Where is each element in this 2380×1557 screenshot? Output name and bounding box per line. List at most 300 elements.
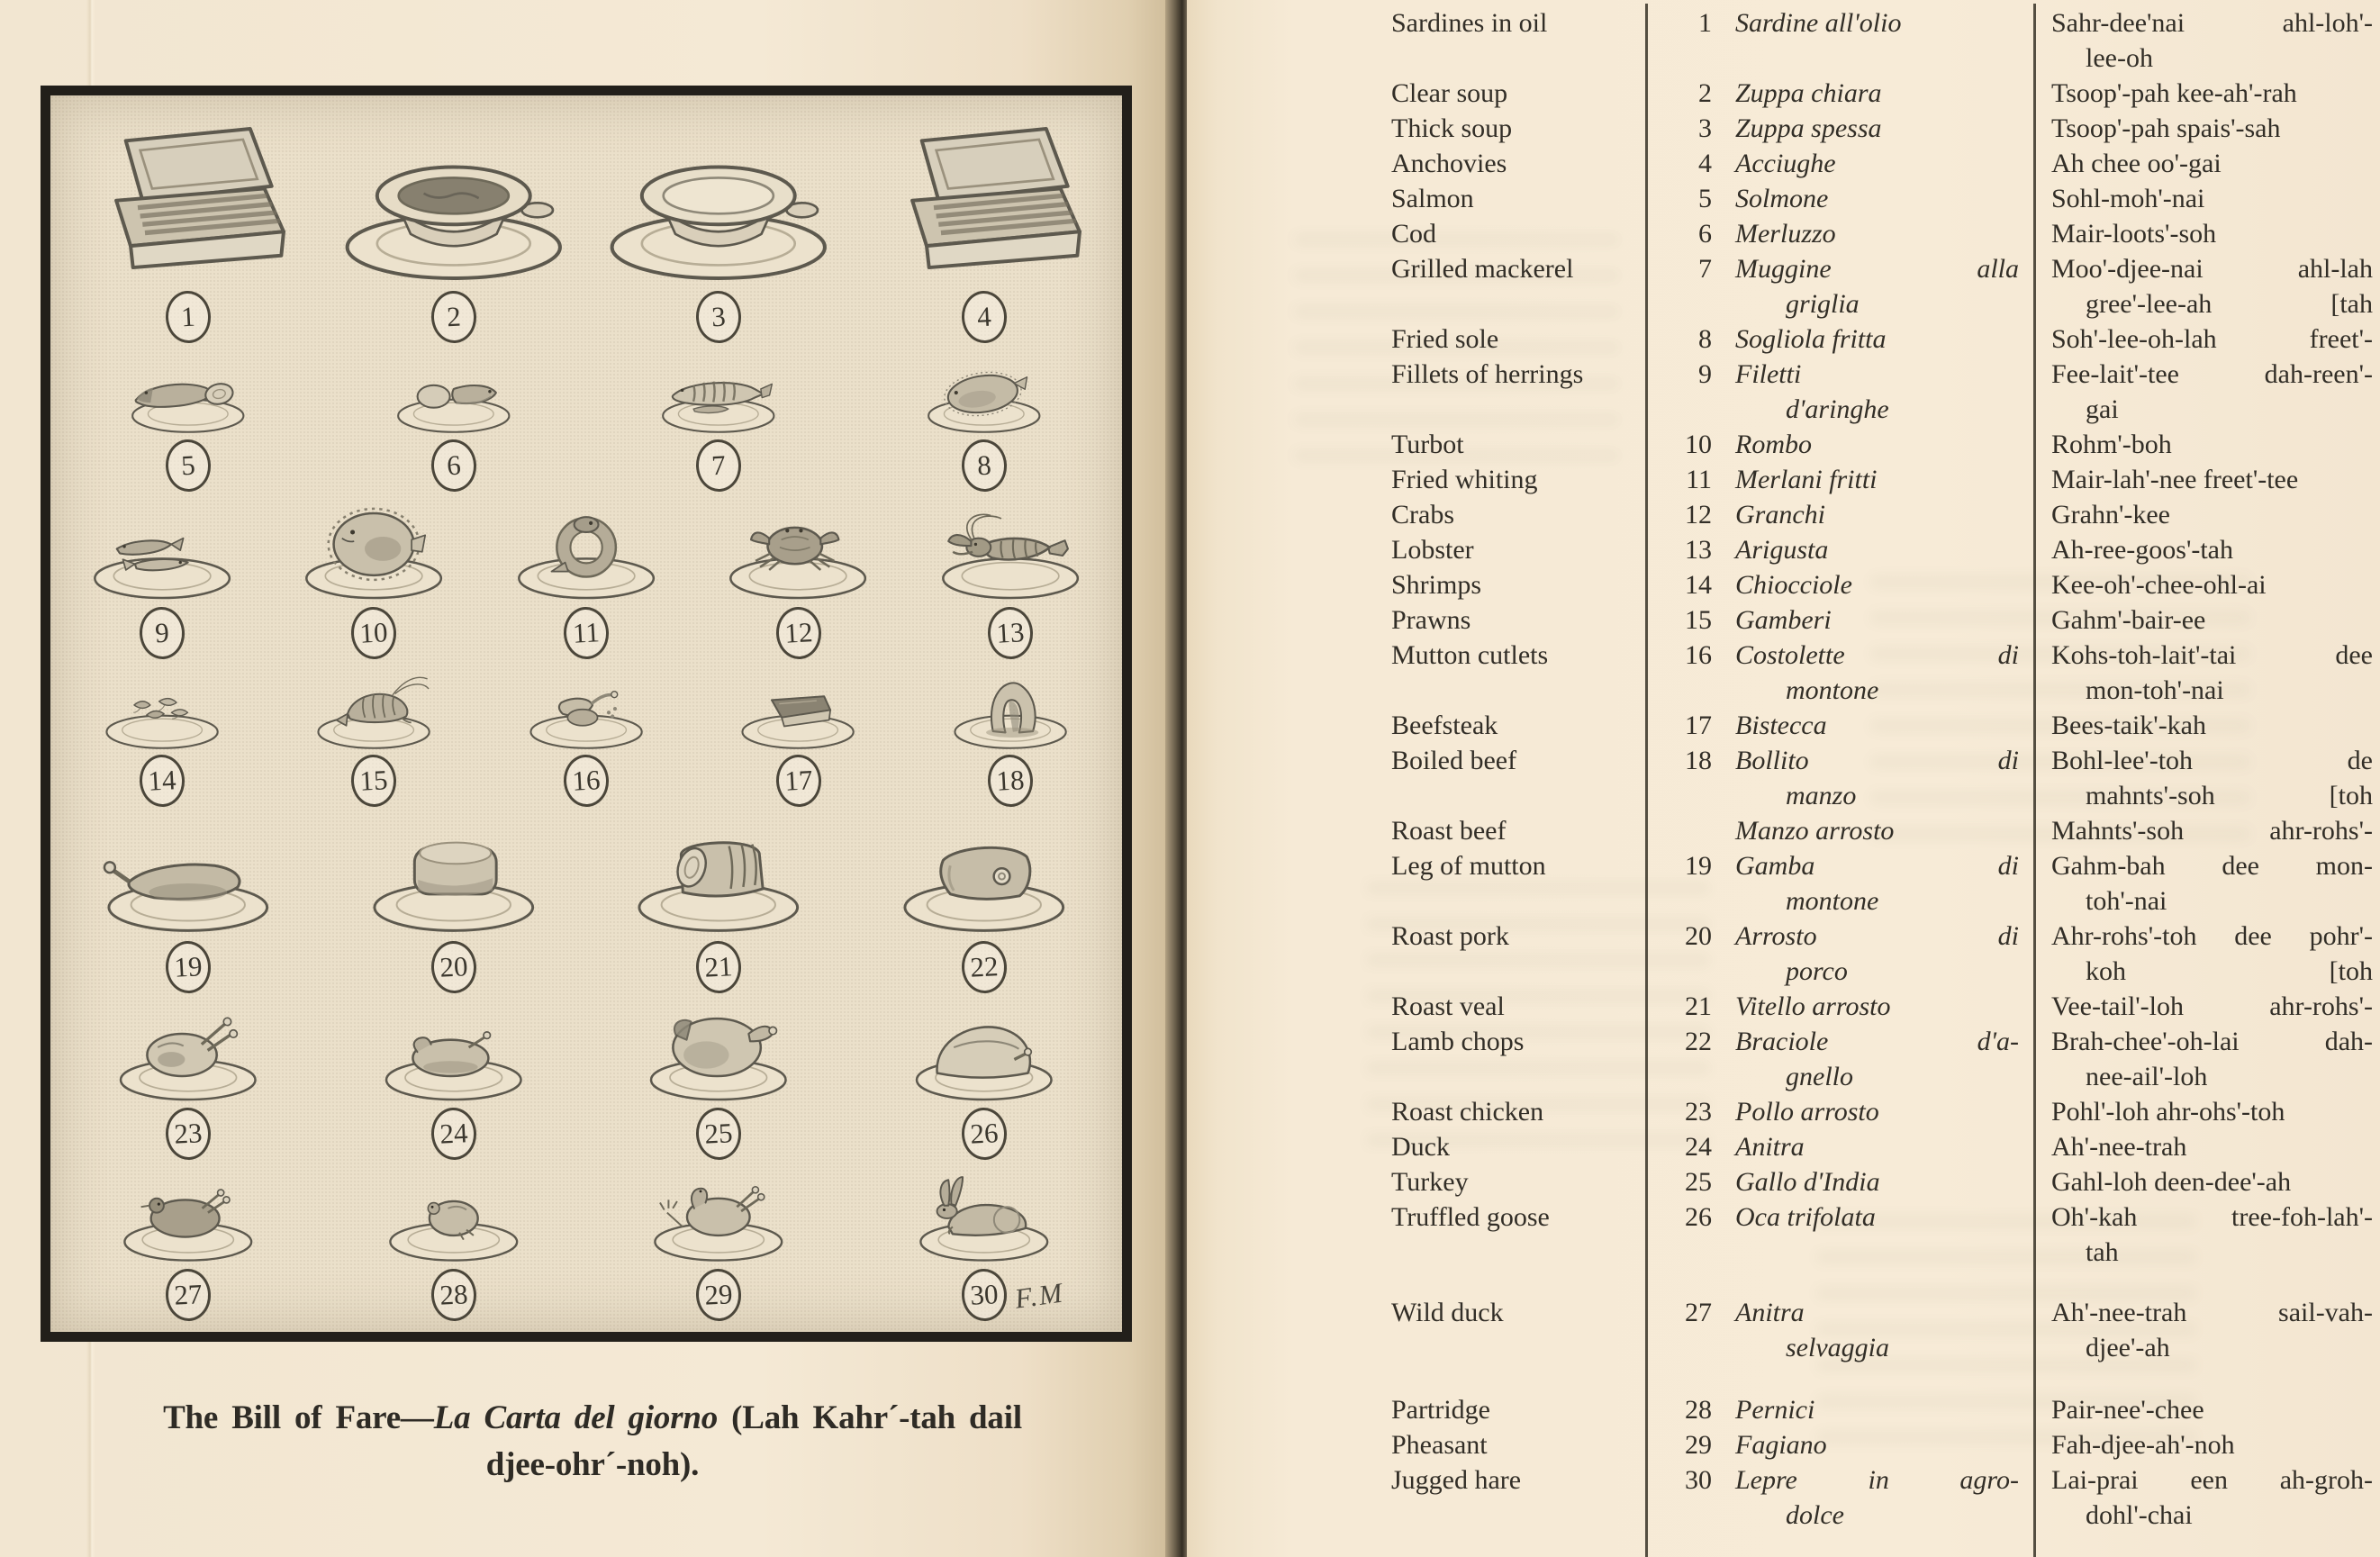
english-name: [1391, 1498, 1645, 1533]
dish-item: [904, 499, 1117, 666]
item-number-badge: 24: [430, 1107, 477, 1162]
item-number: [1645, 1059, 1735, 1094]
item-number: 22: [1685, 1027, 1712, 1056]
pronunciation: Tsoop'-pah spais'-sah: [2051, 113, 2281, 143]
english-name: Roast chicken: [1391, 1097, 1544, 1127]
english-name: Partridge: [1391, 1395, 1490, 1425]
illustration-row: [56, 1167, 1117, 1328]
italian-name: Merluzzo: [1735, 219, 1836, 249]
dish-item: [692, 666, 905, 815]
left-page: [0, 0, 1187, 1557]
cod-sketch: [334, 350, 574, 438]
table-line: [1391, 602, 2380, 638]
pronunciation: gai: [2086, 394, 2119, 424]
table-line: [1391, 1024, 2380, 1059]
item-number: 26: [1685, 1202, 1712, 1232]
boiled-beef-sketch: [916, 666, 1105, 754]
item-number-badge: 22: [960, 939, 1008, 994]
english-name: Lobster: [1391, 535, 1474, 565]
english-name: Roast veal: [1391, 991, 1505, 1021]
dish-item: [56, 350, 321, 499]
dish-item: [852, 350, 1118, 499]
item-number: [1645, 813, 1735, 848]
item-number: 3: [1698, 113, 1712, 143]
english-name: Cod: [1391, 219, 1437, 249]
table-line: [1391, 532, 2380, 567]
item-number-badge: 14: [138, 754, 186, 809]
table-line: [1391, 286, 2380, 321]
table-line: [1391, 813, 2380, 848]
english-name: Grilled mackerel: [1391, 254, 1574, 284]
item-number: 2: [1698, 78, 1712, 108]
pronunciation: Vee-tail'-loh ahr-rohs'-: [2051, 991, 2373, 1021]
item-number: 20: [1685, 921, 1712, 951]
shrimps-sketch: [68, 666, 257, 754]
italian-name: Pernici: [1735, 1395, 1815, 1425]
item-number: [1645, 883, 1735, 919]
pronunciation: Ah chee oo'-gai: [2051, 149, 2222, 178]
pronunciation: Tsoop'-pah kee-ah'-rah: [2051, 78, 2297, 108]
english-name: [1391, 954, 1645, 989]
pronunciation: mon-toh'-nai: [2086, 675, 2224, 705]
table-line: [1391, 954, 2380, 989]
item-number: 9: [1698, 359, 1712, 389]
pronunciation: Fah-djee-ah'-noh: [2051, 1430, 2235, 1460]
italian-name: Pollo arrosto: [1735, 1097, 1879, 1127]
table-line: [1391, 76, 2380, 111]
jugged-hare-sketch: [864, 1167, 1104, 1267]
dish-item: [321, 1000, 587, 1168]
item-number-badge: 23: [165, 1107, 213, 1162]
english-name: [1391, 1330, 1645, 1365]
item-number: [1645, 1498, 1735, 1533]
illustration-row: [56, 814, 1117, 1000]
item-number-badge: 9: [138, 605, 186, 660]
dish-item: [586, 350, 852, 499]
table-line: [1391, 567, 2380, 602]
table-line: [1391, 1498, 2380, 1533]
table-line: [1391, 181, 2380, 216]
italian-name: d'aringhe: [1786, 394, 1889, 424]
dish-item: [904, 666, 1117, 815]
italian-name: Lepre in agro-: [1735, 1465, 2019, 1495]
dish-item: [852, 1000, 1118, 1168]
prawns-sketch: [279, 666, 468, 754]
item-number: [1645, 1235, 1735, 1270]
english-name: [1391, 673, 1645, 708]
italian-name: [1735, 1235, 2033, 1270]
pronunciation: Bohl-lee'-toh de: [2051, 746, 2373, 775]
table-line: [1391, 146, 2380, 181]
english-name: Clear soup: [1391, 78, 1508, 108]
fried-whiting-sketch: [492, 499, 681, 605]
item-number: 16: [1685, 640, 1712, 670]
item-number: [1645, 673, 1735, 708]
english-name: [1391, 883, 1645, 919]
italian-name: Muggine alla: [1735, 254, 2019, 284]
pronunciation: koh [toh: [2086, 956, 2373, 986]
item-number-badge: 26: [960, 1107, 1008, 1162]
table-line: [1391, 1199, 2380, 1235]
fillets-of-herrings-sketch: [68, 499, 257, 605]
dish-item: [692, 499, 905, 666]
leg-of-mutton-sketch: [68, 814, 308, 938]
dish-item: [321, 103, 587, 350]
item-number: [1645, 286, 1735, 321]
table-line: [1391, 743, 2380, 778]
table-line: [1391, 5, 2380, 41]
menu-vocabulary-table: [1187, 5, 2380, 1533]
dish-item: [268, 499, 481, 666]
english-name: Salmon: [1391, 184, 1474, 213]
item-number-badge: 1: [165, 290, 213, 345]
item-number-badge: 29: [695, 1268, 743, 1323]
table-line: [1391, 1235, 2380, 1270]
illustration-row: [56, 350, 1117, 499]
italian-name: Arigusta: [1735, 535, 1829, 565]
pronunciation: Ah'-nee-trah sail-vah-: [2051, 1298, 2373, 1327]
pronunciation: tah: [2086, 1237, 2119, 1267]
pronunciation: Ah-ree-goos'-tah: [2051, 535, 2233, 565]
english-name: Fried whiting: [1391, 465, 1538, 494]
mutton-cutlets-sketch: [492, 666, 681, 754]
english-name: Crabs: [1391, 500, 1454, 530]
table-line: [1391, 1295, 2380, 1330]
item-number-badge: 7: [695, 439, 743, 493]
english-name: Roast beef: [1391, 816, 1507, 846]
english-name: [1391, 1235, 1645, 1270]
illustration-row: [56, 1000, 1117, 1168]
english-name: Truffled goose: [1391, 1202, 1550, 1232]
item-number: [1645, 392, 1735, 427]
dish-item: [56, 1167, 321, 1328]
english-name: [1391, 778, 1645, 813]
item-number-badge: 6: [430, 439, 477, 493]
item-number-badge: 21: [695, 939, 743, 994]
roast-chicken-sketch: [68, 1000, 308, 1107]
italian-name: Fagiano: [1735, 1430, 1827, 1460]
item-number-badge: 17: [774, 754, 822, 809]
turkey-sketch: [599, 1000, 838, 1107]
pronunciation: dohl'-chai: [2086, 1500, 2193, 1530]
lamb-chops-sketch: [864, 814, 1104, 938]
english-name: Fillets of herrings: [1391, 359, 1584, 389]
pronunciation: toh'-nai: [2086, 886, 2167, 916]
pronunciation: Brah-chee'-oh-lai dah-: [2051, 1027, 2373, 1056]
partridge-sketch: [334, 1167, 574, 1267]
english-name: Anchovies: [1391, 149, 1507, 178]
italian-name: Filetti: [1735, 359, 1802, 389]
english-name: Prawns: [1391, 605, 1471, 635]
item-number: 19: [1685, 851, 1712, 881]
item-number: 4: [1698, 149, 1712, 178]
item-number: 24: [1685, 1132, 1712, 1162]
pronunciation: Lai-prai een ah-groh-: [2051, 1465, 2373, 1495]
dish-item: [321, 814, 587, 1000]
pheasant-sketch: [599, 1167, 838, 1267]
item-number: 7: [1698, 254, 1712, 284]
italian-name: [1735, 41, 2033, 76]
pronunciation: Gahm'-bair-ee: [2051, 605, 2206, 635]
duck-sketch: [334, 1000, 574, 1107]
item-number-badge: 2: [430, 290, 477, 345]
wild-duck-sketch: [68, 1167, 308, 1267]
item-number: [1645, 41, 1735, 76]
english-name: Mutton cutlets: [1391, 640, 1549, 670]
italian-name: Anitra: [1735, 1298, 1805, 1327]
item-number: 28: [1685, 1395, 1712, 1425]
italian-name: montone: [1786, 675, 1879, 705]
item-number: 5: [1698, 184, 1712, 213]
pronunciation: Mair-loots'-soh: [2051, 219, 2217, 249]
item-number: 8: [1698, 324, 1712, 354]
table-line: [1391, 1392, 2380, 1427]
italian-name: Zuppa chiara: [1735, 78, 1882, 108]
fried-sole-sketch: [864, 350, 1104, 438]
dish-item: [321, 350, 587, 499]
item-number: 27: [1685, 1298, 1712, 1327]
pronunciation: Bees-taik'-kah: [2051, 711, 2207, 740]
lobster-sketch: [916, 499, 1105, 605]
item-number: 29: [1685, 1430, 1712, 1460]
pronunciation: gree'-lee-ah [tah: [2086, 289, 2373, 319]
anchovies-sketch: [864, 103, 1104, 289]
english-name: Pheasant: [1391, 1430, 1488, 1460]
table-line: [1391, 1164, 2380, 1199]
item-number-badge: 27: [165, 1268, 213, 1323]
english-name: Fried sole: [1391, 324, 1499, 354]
item-number-badge: 16: [563, 754, 611, 809]
table-line: [1391, 1094, 2380, 1129]
item-number-badge: 15: [350, 754, 398, 809]
table-line: [1391, 673, 2380, 708]
pronunciation: mahnts'-soh [toh: [2086, 781, 2373, 810]
table-line: [1391, 427, 2380, 462]
english-name: Sardines in oil: [1391, 8, 1548, 38]
item-number: 23: [1685, 1097, 1712, 1127]
roast-pork-sketch: [334, 814, 574, 938]
table-line: [1391, 111, 2380, 146]
pronunciation: Sahr-dee'nai ahl-loh'-: [2051, 8, 2373, 38]
table-line: [1391, 497, 2380, 532]
pronunciation: Rohm'-boh: [2051, 430, 2172, 459]
dish-item: [586, 103, 852, 350]
dish-item: [321, 1167, 587, 1328]
english-name: Jugged hare: [1391, 1465, 1522, 1495]
english-name: [1391, 1059, 1645, 1094]
item-number: 11: [1686, 465, 1712, 494]
english-name: Shrimps: [1391, 570, 1482, 600]
illustration-row: [56, 666, 1117, 815]
item-number: 15: [1685, 605, 1712, 635]
pronunciation: Kee-oh'-chee-ohl-ai: [2051, 570, 2267, 600]
item-number-badge: 4: [960, 290, 1008, 345]
dish-item: [56, 499, 268, 666]
pronunciation: Mahnts'-soh ahr-rohs'-: [2051, 816, 2373, 846]
table-line: [1391, 321, 2380, 357]
table-line: [1391, 989, 2380, 1024]
item-number: 6: [1698, 219, 1712, 249]
pronunciation: Soh'-lee-oh-lah freet'-: [2051, 324, 2373, 354]
item-number-badge: 28: [430, 1268, 477, 1323]
item-number-badge: 19: [165, 939, 213, 994]
italian-name: Gamba di: [1735, 851, 2019, 881]
item-number: 10: [1685, 430, 1712, 459]
italian-name: dolce: [1786, 1500, 1844, 1530]
item-number: 25: [1685, 1167, 1712, 1197]
pronunciation: Gahl-loh deen-dee'-ah: [2051, 1167, 2292, 1197]
beefsteak-sketch: [703, 666, 892, 754]
italian-name: Rombo: [1735, 430, 1812, 459]
item-number-badge: 8: [960, 439, 1008, 493]
right-page: [1187, 0, 2380, 1557]
italian-name: Bollito di: [1735, 746, 2019, 775]
italian-name: Chiocciole: [1735, 570, 1852, 600]
table-line: [1391, 357, 2380, 392]
italian-name: Granchi: [1735, 500, 1825, 530]
clear-soup-sketch: [334, 103, 574, 289]
item-number: [1645, 1330, 1735, 1365]
english-name: [1391, 41, 1645, 76]
illustration-row: [56, 499, 1117, 666]
dish-item: [480, 666, 692, 815]
pronunciation: Fee-lait'-tee dah-reen'-: [2051, 359, 2373, 389]
item-number: 12: [1685, 500, 1712, 530]
italian-name: Zuppa spessa: [1735, 113, 1882, 143]
item-number: [1645, 778, 1735, 813]
item-number-badge: 11: [563, 605, 611, 660]
pronunciation: nee-ail'-loh: [2086, 1062, 2208, 1091]
item-number: 14: [1685, 570, 1712, 600]
italian-name: Gallo d'India: [1735, 1167, 1880, 1197]
pronunciation: Ah'-nee-trah: [2051, 1132, 2187, 1162]
item-number: 30: [1685, 1465, 1712, 1495]
item-number-badge: 18: [987, 754, 1035, 809]
italian-name: Merlani fritti: [1735, 465, 1878, 494]
dish-item: [586, 814, 852, 1000]
english-name: Boiled beef: [1391, 746, 1517, 775]
dish-item: [56, 814, 321, 1000]
italian-name: Oca trifolata: [1735, 1202, 1876, 1232]
dish-item: [852, 814, 1118, 1000]
english-name: [1391, 286, 1645, 321]
english-name: Lamb chops: [1391, 1027, 1525, 1056]
italian-name: manzo: [1786, 781, 1857, 810]
item-number: 1: [1698, 8, 1712, 38]
item-number-badge: 13: [987, 605, 1035, 660]
dish-item: [586, 1167, 852, 1328]
table-line: [1391, 919, 2380, 954]
english-name: Duck: [1391, 1132, 1450, 1162]
table-line: [1391, 1462, 2380, 1498]
pronunciation: Sohl-moh'-nai: [2051, 184, 2205, 213]
english-name: [1391, 392, 1645, 427]
roast-veal-sketch: [599, 814, 838, 938]
dish-item: [56, 666, 268, 815]
italian-name: Arrosto di: [1735, 921, 2019, 951]
dish-item: [268, 666, 481, 815]
sardines-in-oil-sketch: [68, 103, 308, 289]
table-line: [1391, 1330, 2380, 1365]
italian-name: Vitello arrosto: [1735, 991, 1891, 1021]
dish-item: [480, 499, 692, 666]
italian-name: porco: [1786, 956, 1848, 986]
dish-item: [56, 103, 321, 350]
salmon-sketch: [68, 350, 308, 438]
pronunciation: Mair-lah'-nee freet'-tee: [2051, 465, 2299, 494]
italian-name: gnello: [1786, 1062, 1853, 1091]
italian-name: Bistecca: [1735, 711, 1827, 740]
grilled-mackerel-sketch: [599, 350, 838, 438]
italian-name: Anitra: [1735, 1132, 1805, 1162]
caption-line-1: The Bill of Fare—La Carta del giorno (Lah Kahr´-tah dail: [163, 1399, 1022, 1436]
artist-monogram: F.M: [1013, 1276, 1067, 1315]
item-number: 18: [1685, 746, 1712, 775]
english-name: Thick soup: [1391, 113, 1513, 143]
item-number: [1645, 954, 1735, 989]
italian-name: montone: [1786, 886, 1879, 916]
caption-line-2: djee-ohr´-noh).: [485, 1446, 700, 1483]
crabs-sketch: [703, 499, 892, 605]
english-name: Roast pork: [1391, 921, 1509, 951]
english-name: Leg of mutton: [1391, 851, 1546, 881]
pronunciation: Pair-nee'-chee: [2051, 1395, 2204, 1425]
pronunciation: Ahr-rohs'-toh dee pohr'-: [2051, 921, 2373, 951]
pronunciation: Gahm-bah dee mon-: [2051, 851, 2373, 881]
turbot-sketch: [279, 499, 468, 605]
pronunciation: Kohs-toh-lait'-tai dee: [2051, 640, 2373, 670]
item-number-badge: 20: [430, 939, 477, 994]
illustration-row: [56, 103, 1117, 350]
table-line: [1391, 41, 2380, 76]
italian-name: Braciole d'a-: [1735, 1027, 2019, 1056]
italian-name: Solmone: [1735, 184, 1829, 213]
table-line: [1391, 392, 2380, 427]
english-name: Turbot: [1391, 430, 1464, 459]
table-line: [1391, 1427, 2380, 1462]
dish-item: [852, 1167, 1118, 1328]
table-line: [1391, 708, 2380, 743]
bill-of-fare-illustration: [41, 86, 1132, 1342]
truffled-goose-sketch: [864, 1000, 1104, 1107]
english-name: Wild duck: [1391, 1298, 1504, 1327]
pronunciation: Grahn'-kee: [2051, 500, 2170, 530]
table-line: [1391, 778, 2380, 813]
table-line: [1391, 251, 2380, 286]
dish-item: [586, 1000, 852, 1168]
item-number-badge: 12: [774, 605, 822, 660]
table-line: [1391, 883, 2380, 919]
item-number-badge: 5: [165, 439, 213, 493]
english-name: Turkey: [1391, 1167, 1469, 1197]
table-line: [1391, 216, 2380, 251]
item-number-badge: 3: [695, 290, 743, 345]
italian-name: Sardine all'olio: [1735, 8, 1902, 38]
table-line: [1391, 1059, 2380, 1094]
item-number: 17: [1685, 711, 1712, 740]
table-line: [1391, 848, 2380, 883]
item-number-badge: 10: [350, 605, 398, 660]
pronunciation: lee-oh: [2086, 43, 2153, 73]
pronunciation: Moo'-djee-nai ahl-lah: [2051, 254, 2373, 284]
italian-name: Manzo arrosto: [1735, 816, 1895, 846]
italian-name: Sogliola fritta: [1735, 324, 1887, 354]
item-number: 13: [1685, 535, 1712, 565]
italian-name: Acciughe: [1735, 149, 1836, 178]
italian-name: selvaggia: [1786, 1333, 1889, 1362]
item-number-badge: 25: [695, 1107, 743, 1162]
dish-item: [56, 1000, 321, 1168]
